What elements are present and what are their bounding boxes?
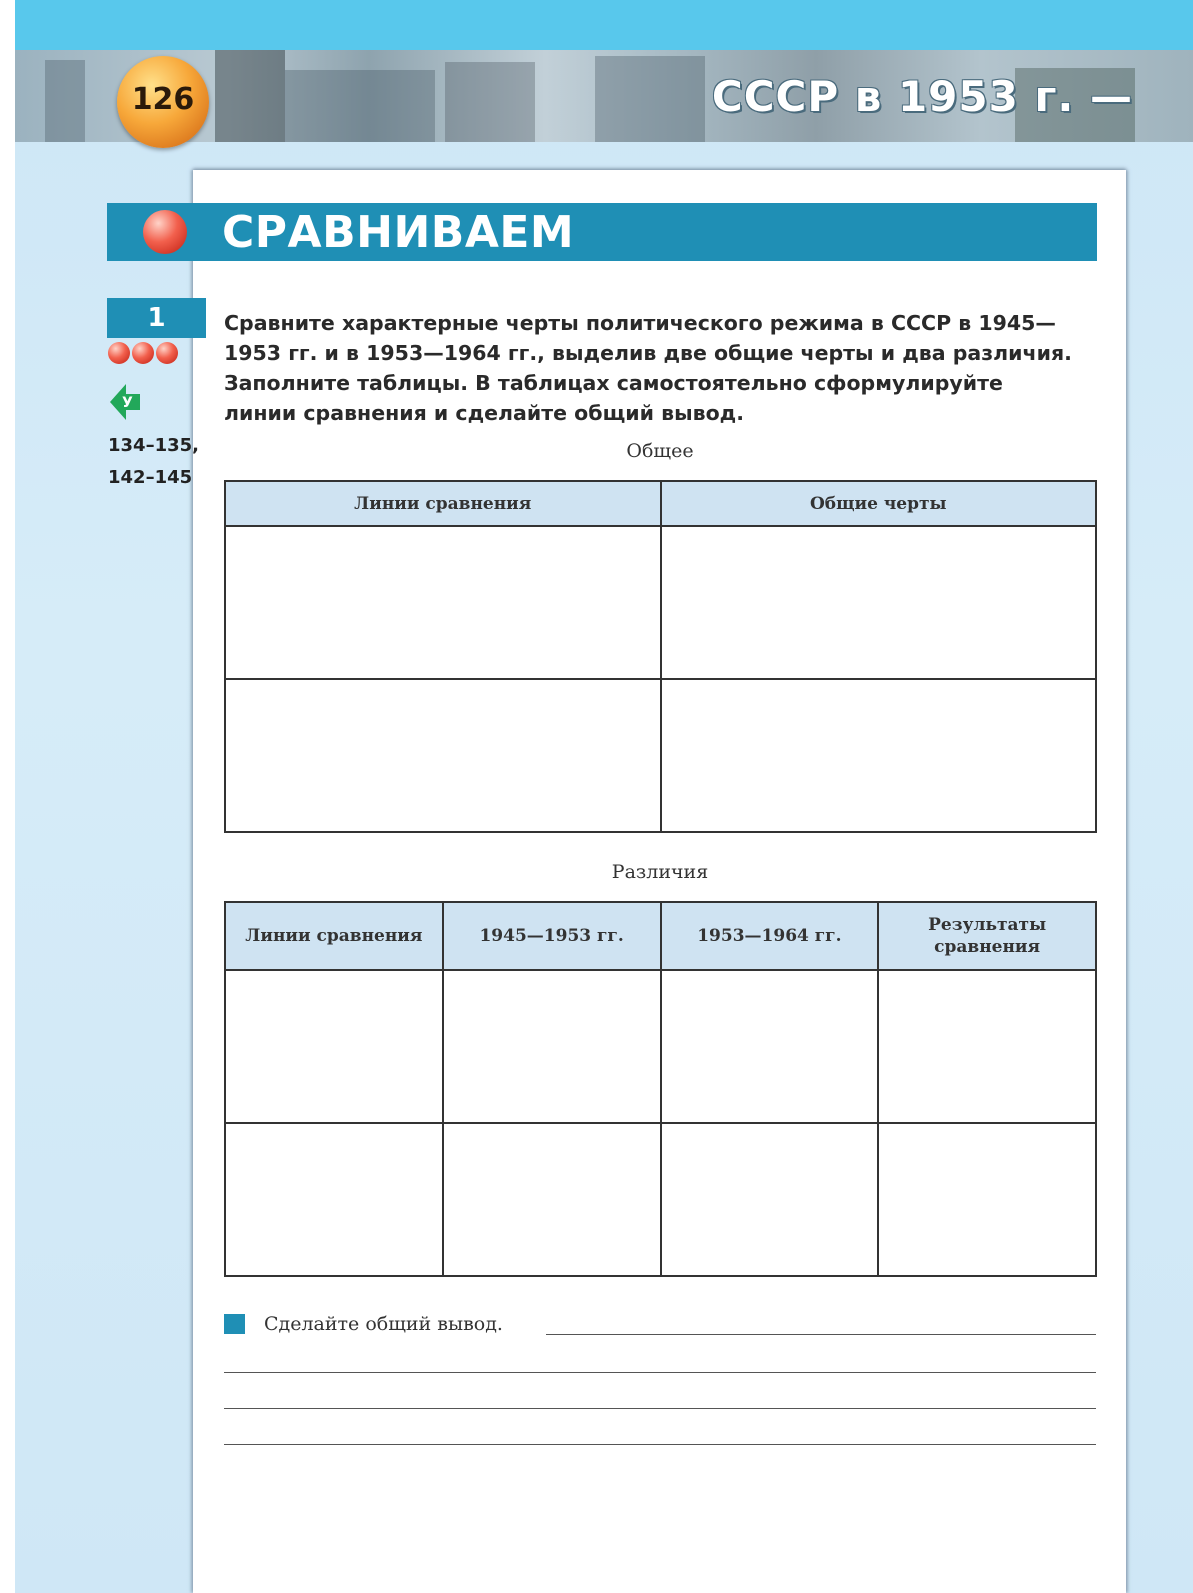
table-row [225,679,1096,832]
page-references [108,430,199,494]
section-title: СРАВНИВАЕМ [222,207,575,258]
column-header: Общие черты [661,481,1097,526]
answer-line[interactable] [224,1408,1096,1409]
difficulty-indicator [108,342,180,368]
table-cell-input[interactable] [225,970,443,1123]
answer-line[interactable] [546,1334,1096,1335]
table-cell-input[interactable] [878,1123,1096,1276]
column-header: 1945—1953 гг. [443,902,661,970]
table-cell-input[interactable] [443,970,661,1123]
column-header: 1953—1964 гг. [661,902,879,970]
difficulty-dot-icon [156,342,178,364]
table-common-caption: Общее [626,440,694,462]
table-row [225,526,1096,679]
column-header: Линии сравнения [225,481,661,526]
table-cell-input[interactable] [225,526,661,679]
svg-text:У: У [122,395,133,411]
page-number: 126 [131,82,195,117]
top-strip [15,0,1193,50]
table-cell-input[interactable] [225,679,661,832]
table-row [225,970,1096,1123]
conclusion-prompt: Сделайте общий вывод. [264,1313,503,1335]
difficulty-dot-icon [132,342,154,364]
conclusion-marker-icon [224,1314,245,1334]
page-ref: 142–145 [108,467,193,488]
table-cell-input[interactable] [443,1123,661,1276]
table-cell-input[interactable] [661,970,879,1123]
answer-line[interactable] [224,1444,1096,1445]
table-cell-input[interactable] [878,970,1096,1123]
running-title: СССР в 1953 г. — [711,72,1133,121]
textbook-reference-icon [106,380,144,424]
table-differences [224,901,1097,1277]
column-header: Результаты сравнения [878,902,1096,970]
table-common [224,480,1097,833]
table-cell-input[interactable] [661,1123,879,1276]
table-differences-caption: Различия [611,861,709,883]
difficulty-dot-icon [108,342,130,364]
answer-line[interactable] [224,1372,1096,1373]
page-ref: 134–135, [108,435,199,456]
table-cell-input[interactable] [661,679,1097,832]
table-cell-input[interactable] [225,1123,443,1276]
table-row [225,1123,1096,1276]
task-number: 1 [107,298,206,338]
task-instructions: Сравните характерные черты политического режима в СССР в 1945—1953 гг. и в 1953—1964 гг., выделив две общие черты и два различия. Заполните таблицы. В таблицах самостоятельно сформулируйте линии сравнения и сделайте общий вывод. [224,311,1072,425]
column-header: Линии сравнения [225,902,443,970]
section-ball-icon [143,210,187,254]
table-cell-input[interactable] [661,526,1097,679]
